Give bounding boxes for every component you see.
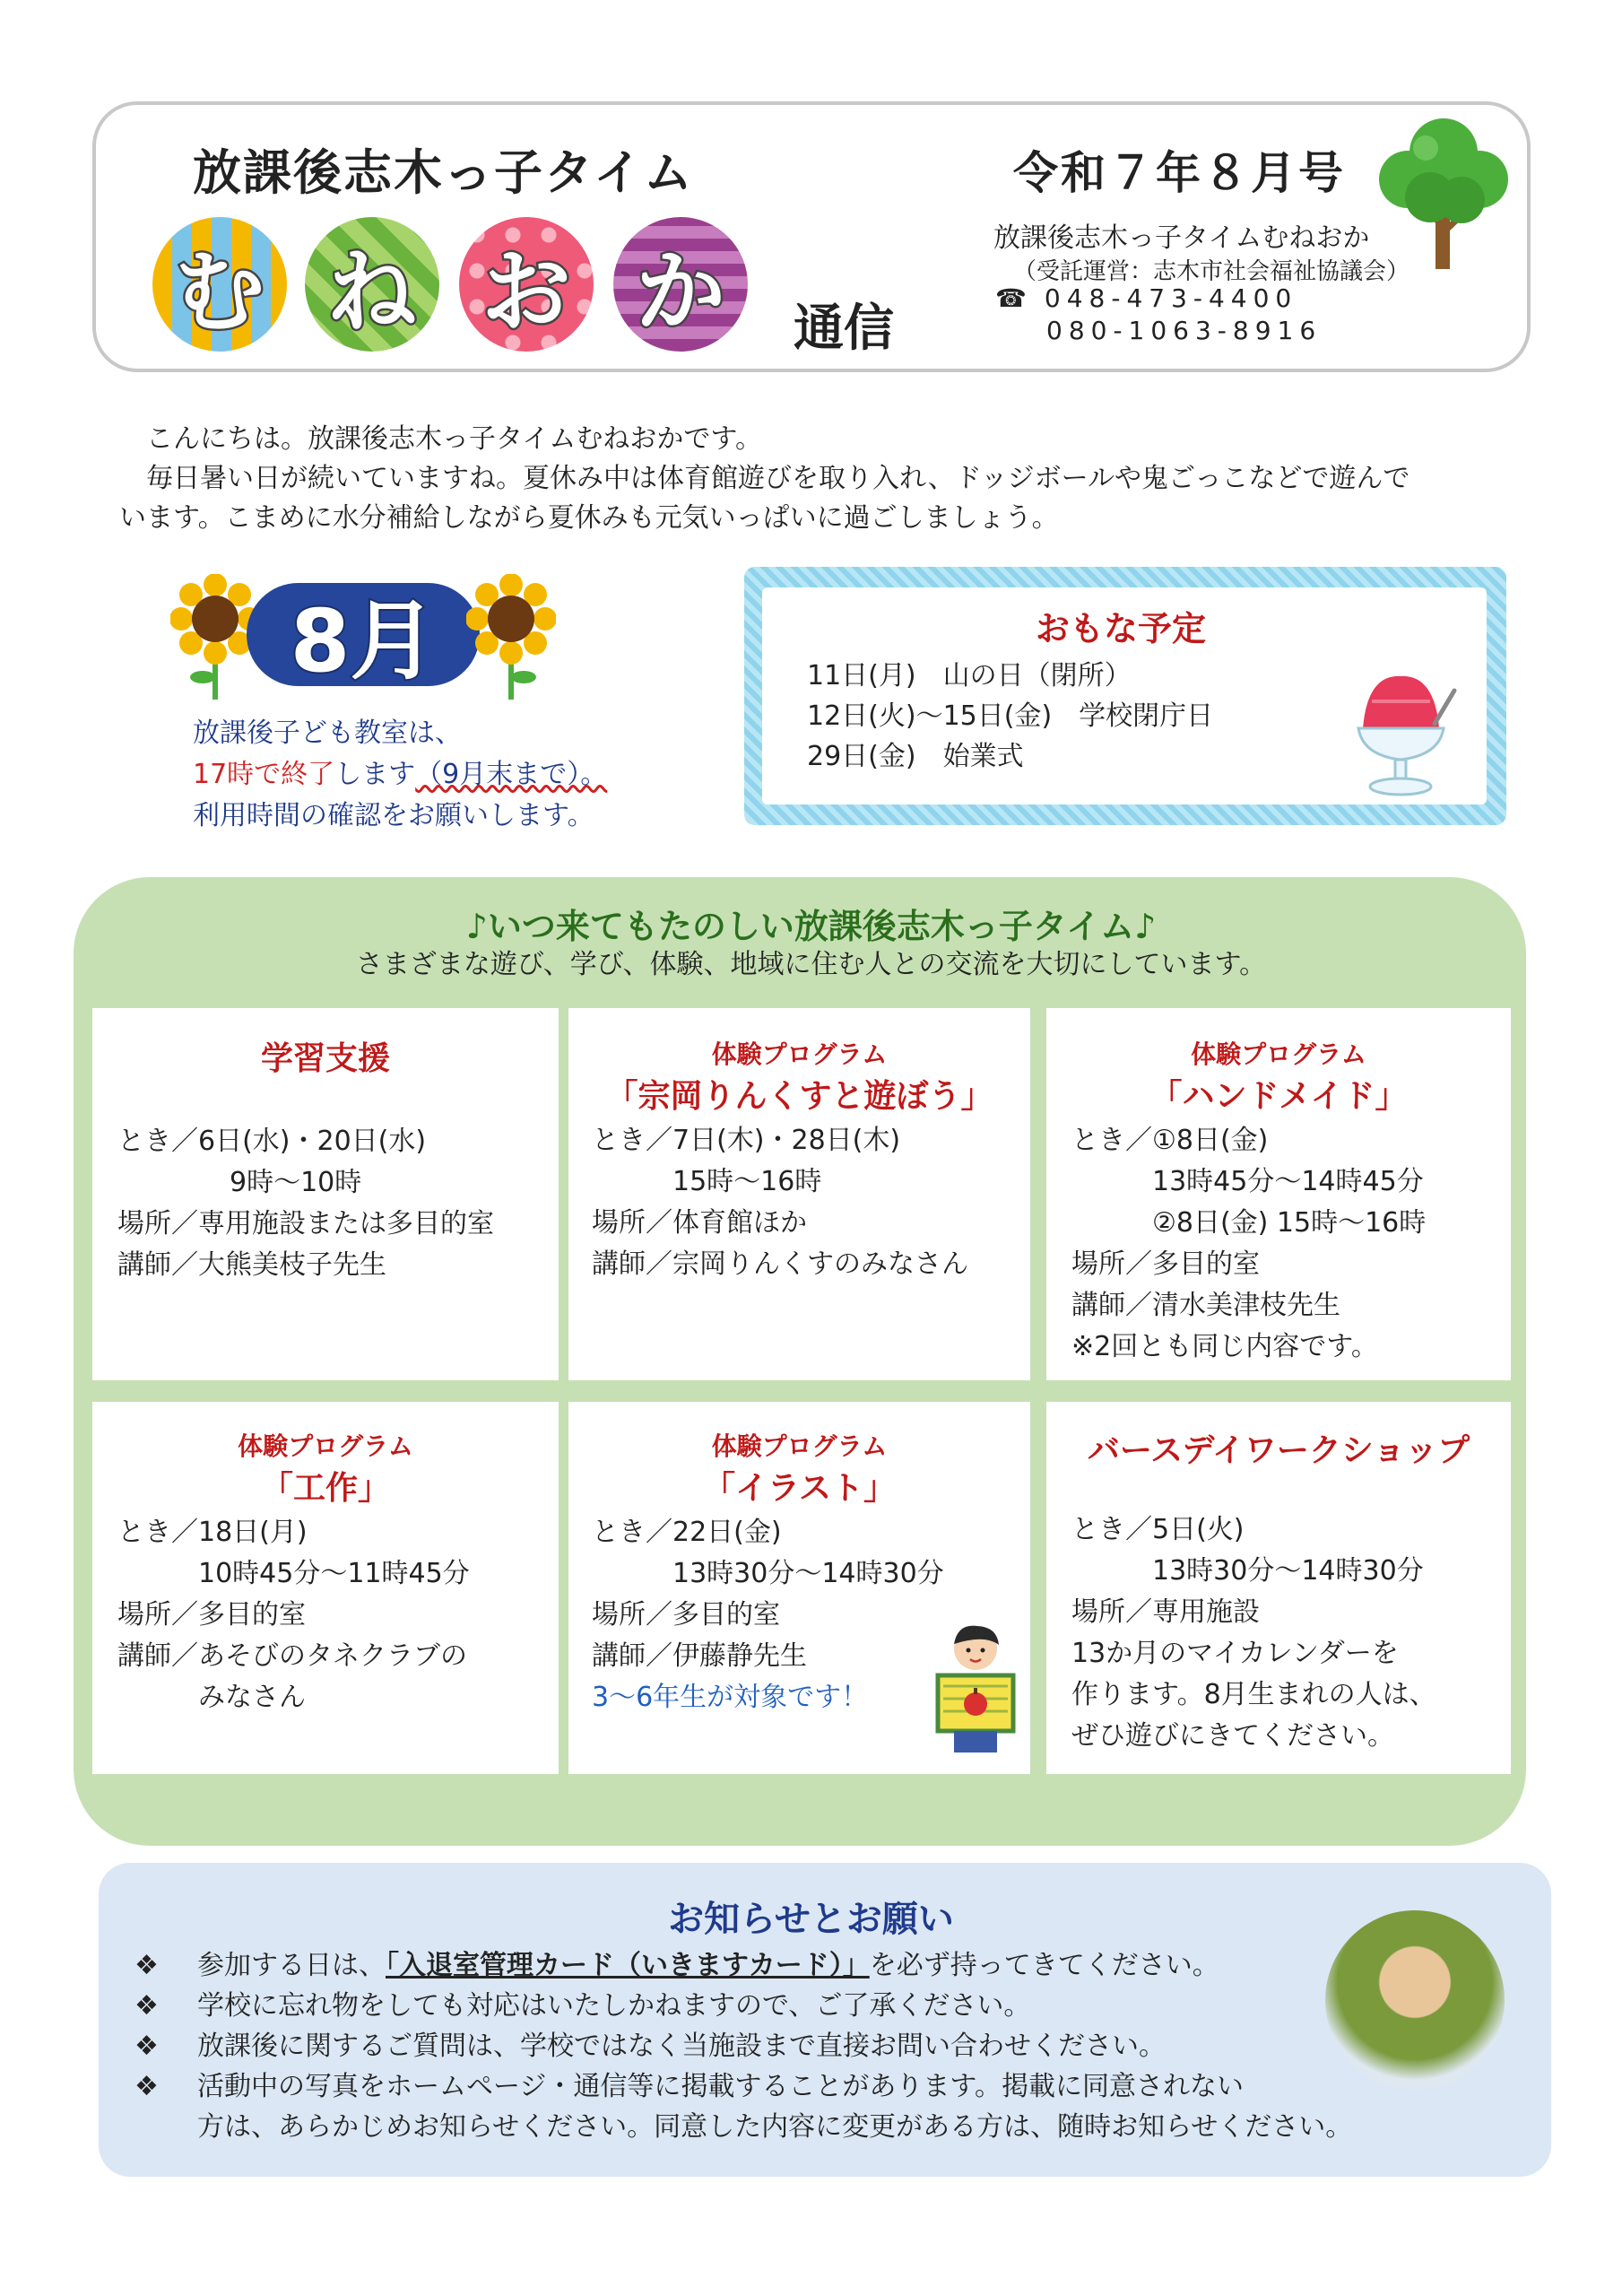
notice-title: お知らせとお願い — [668, 1899, 954, 1940]
boy-with-painting-icon — [931, 1622, 1020, 1756]
org-name: 放課後志木っ子タイムむねおか — [993, 222, 1370, 254]
phone-line-1 — [995, 283, 1297, 313]
schedule-item: 11日(月) 山の日（閉所） — [807, 660, 1132, 691]
logo-letter-o: お — [459, 217, 594, 352]
intro-text — [119, 420, 1518, 538]
card-line: とき／①8日(金) — [1071, 1125, 1269, 1156]
card-label: 体験プログラム — [1191, 1039, 1366, 1069]
logo-letter-ka: か — [613, 217, 748, 352]
schedule-item: 12日(火)～15日(金) 学校閉庁日 — [807, 700, 1214, 732]
bullet-icon: ❖ — [134, 1990, 159, 2022]
card-label: 体験プログラム — [711, 1431, 888, 1461]
bullet-icon: ❖ — [134, 1950, 159, 1981]
schedule-title: おもな予定 — [1036, 609, 1207, 648]
notice-item-continued: 方は、あらかじめお知らせください。同意した内容に変更がある方は、随時お知らせください。 — [197, 2111, 1353, 2143]
phone-number-1: 048-473-4400 — [1044, 283, 1298, 313]
intro-line-3: います。こまめに水分補給しながら夏休みも元気いっぱいに過ごしましょう。 — [119, 502, 1059, 534]
august-notice-line-3: 利用時間の確認をお願いします。 — [193, 800, 594, 831]
card-line: 10時45分～11時45分 — [117, 1558, 470, 1589]
operator: （受託運営：志木市社会福祉協議会） — [1013, 258, 1410, 285]
card-line: 場所／多目的室 — [592, 1599, 780, 1631]
program-card-craft — [92, 1402, 559, 1774]
august-badge-text: 8月 — [290, 591, 437, 691]
card-title: 「工作」 — [260, 1470, 390, 1507]
card-line: 15時～16時 — [592, 1166, 822, 1197]
card-line: ※2回とも同じ内容です。 — [1071, 1331, 1378, 1362]
card-line: とき／18日(月) — [117, 1517, 308, 1548]
august-notice-line-1: 放課後子ども教室は、 — [193, 718, 462, 749]
notice-item — [134, 2064, 1244, 2103]
card-line: 場所／体育館ほか — [592, 1207, 807, 1239]
card-line: 場所／多目的室 — [117, 1599, 306, 1631]
notice-text: 活動中の写真をホームページ・通信等に掲載することがあります。掲載に同意されない — [197, 2071, 1244, 2102]
program-card-birthday — [1046, 1402, 1511, 1774]
phone-number-2: 080-1063-8916 — [1046, 316, 1323, 345]
card-title: 学習支援 — [260, 1040, 390, 1077]
card-body — [92, 1512, 559, 1718]
card-name-highlight: 「入退室管理カード（いきますカード）」 — [386, 1950, 870, 1981]
card-line: 13時30分～14時30分 — [1071, 1555, 1424, 1587]
card-line: とき／6日(水)・20日(水) — [117, 1126, 427, 1157]
tree-icon — [1376, 112, 1511, 274]
card-line: 講師／清水美津枝先生 — [1071, 1290, 1340, 1321]
card-line: 13時30分～14時30分 — [592, 1558, 944, 1589]
card-title: バースデイワークショップ — [1087, 1432, 1470, 1469]
program-card-rinkusu — [568, 1008, 1030, 1380]
card-line: とき／5日(火) — [1071, 1514, 1245, 1545]
mascot-photo — [1325, 1910, 1505, 2090]
august-badge — [247, 583, 480, 691]
card-line: 9時～10時 — [176, 1167, 362, 1198]
card-line: 場所／多目的室 — [1071, 1248, 1260, 1280]
card-line: 講師／あそびのタネクラブの — [117, 1640, 467, 1672]
intro-line-2: 毎日暑い日が続いていますね。夏休み中は体育館遊びを取り入れ、ドッジボールや鬼ごっこなどで遊んで — [146, 463, 1410, 494]
phone-icon: ☎ — [995, 283, 1027, 313]
program-card-handmade — [1046, 1008, 1511, 1380]
end-time-highlight: 17時で終了 — [193, 759, 335, 790]
card-line: 場所／専用施設 — [1071, 1596, 1260, 1628]
end-time-period: （9月末まで）。 — [415, 759, 608, 790]
program-section-subtitle: さまざまな遊び、学び、体験、地域に住む人との交流を大切にしています。 — [355, 949, 1267, 980]
card-line: 講師／大熊美枝子先生 — [117, 1249, 386, 1281]
club-name: 放課後志木っ子タイム — [193, 144, 694, 201]
end-time-mid: します — [334, 759, 416, 790]
card-line: とき／22日(金) — [592, 1517, 782, 1548]
card-line: 13か月のマイカレンダーを — [1071, 1638, 1399, 1669]
notice-text: 放課後に関するご質問は、学校ではなく当施設まで直接お問い合わせください。 — [197, 2031, 1166, 2062]
program-card-study — [92, 1008, 559, 1380]
card-body — [1046, 1120, 1511, 1368]
intro-line-1: こんにちは。放課後志木っ子タイムむねおかです。 — [146, 423, 762, 455]
card-body — [92, 1121, 559, 1286]
card-line: 場所／専用施設または多目的室 — [117, 1208, 494, 1239]
sunflower-icon — [466, 574, 556, 700]
card-body — [568, 1120, 1030, 1285]
card-title: 「宗岡りんくすと遊ぼう」 — [605, 1078, 993, 1115]
card-line: 作ります。8月生まれの人は、 — [1071, 1679, 1436, 1710]
card-label: 体験プログラム — [711, 1039, 888, 1069]
card-label: 体験プログラム — [238, 1431, 413, 1461]
card-title: 「ハンドメイド」 — [1149, 1078, 1408, 1115]
card-line: 講師／宗岡りんくすのみなさん — [592, 1248, 968, 1280]
card-title: 「イラスト」 — [703, 1470, 896, 1507]
schedule-item: 29日(金) 始業式 — [807, 741, 1024, 772]
bullet-icon: ❖ — [134, 2031, 159, 2062]
notice-text: 学校に忘れ物をしても対応はいたしかねますので、ご了承ください。 — [197, 1990, 1031, 2022]
notice-item — [134, 1943, 1219, 1982]
card-body — [1046, 1509, 1511, 1757]
card-line: とき／7日(木)・28日(木) — [592, 1125, 901, 1156]
card-line: 13時45分～14時45分 — [1071, 1166, 1424, 1197]
logo-letter-ne: ね — [305, 217, 439, 352]
shaved-ice-icon — [1345, 665, 1462, 800]
program-section-title: ♪いつ来てもたのしい放課後志木っ子タイム♪ — [465, 907, 1157, 946]
target-grade-note: 3～6年生が対象です！ — [592, 1682, 869, 1713]
issue-date: 令和７年８月号 — [1013, 147, 1346, 199]
newsletter-label: 通信 — [794, 300, 894, 358]
notice-text: を必ず持ってきてください。 — [869, 1950, 1219, 1981]
notice-item — [134, 1983, 1030, 2022]
bullet-icon: ❖ — [134, 2071, 159, 2102]
notice-text: 参加する日は、 — [197, 1950, 386, 1981]
august-notice-line-2 — [193, 754, 607, 796]
notice-item — [134, 2023, 1166, 2063]
card-line: ぜひ遊びにきてください。 — [1071, 1720, 1394, 1752]
card-line: 講師／伊藤静先生 — [592, 1640, 807, 1672]
card-line: ②8日(金) 15時～16時 — [1071, 1207, 1427, 1239]
logo-letter-mu: む — [152, 217, 287, 352]
august-notice — [193, 713, 607, 837]
card-line: みなさん — [117, 1682, 306, 1713]
